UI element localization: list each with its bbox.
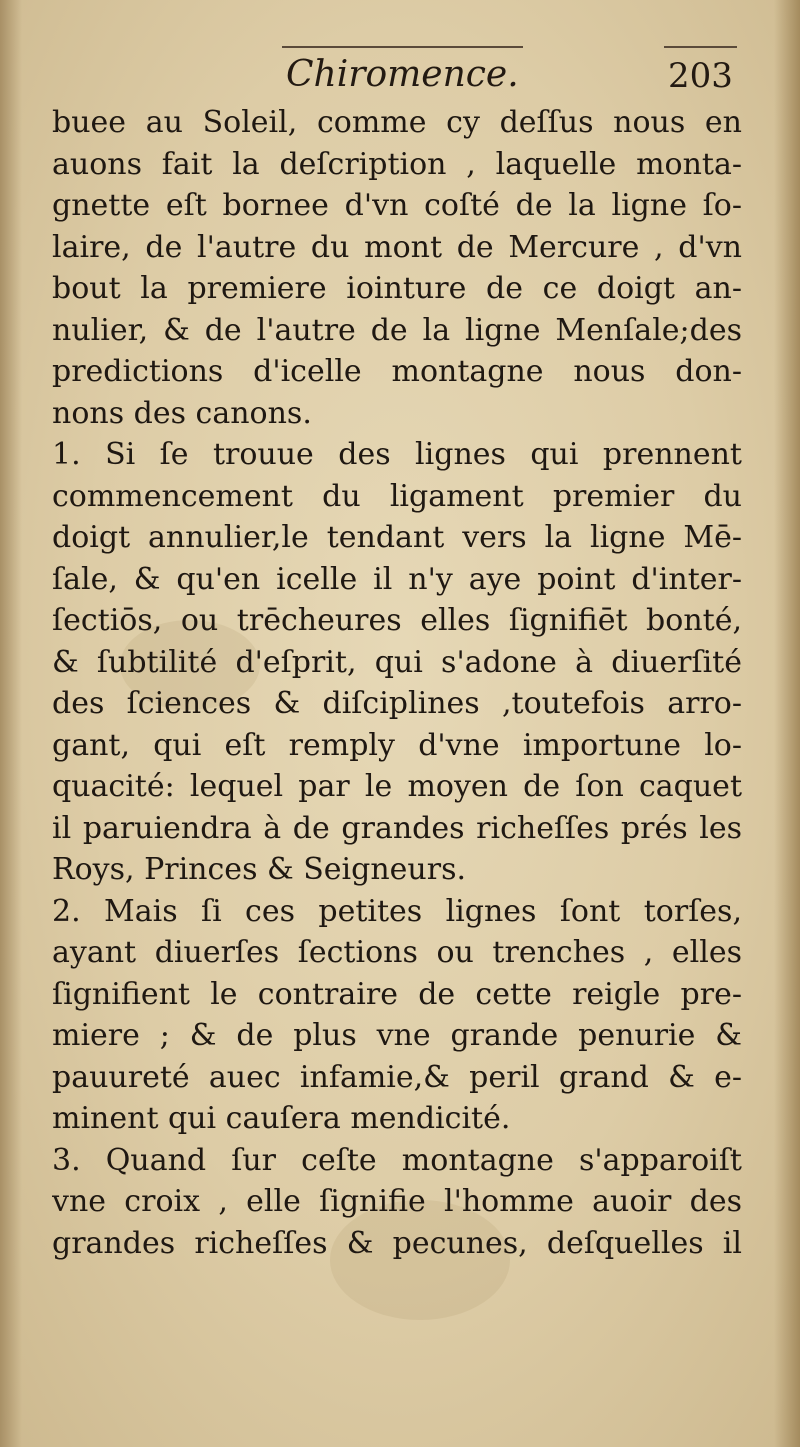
text-line: gnette eſt bornee d'vn coſté de la ligne ſo- <box>52 188 742 223</box>
page-right-edge-shadow <box>774 0 800 1447</box>
page-left-edge-shadow <box>0 0 22 1447</box>
text-line: ſale, & qu'en icelle il n'y aye point d'inter- <box>52 561 742 597</box>
text-line: ſignifient le contraire de cette reigle pre- <box>52 976 742 1012</box>
text-line: 2. Mais ſi ces petites lignes ſont torſes, <box>52 893 742 929</box>
text-line: minent qui cauſera mendicité. <box>52 1101 511 1136</box>
page-header <box>0 44 800 104</box>
text-line: vne croix , elle ſignifie l'homme auoir des <box>52 1184 742 1219</box>
page-number: 203 <box>664 46 737 96</box>
text-line: bout la premiere iointure de ce doigt an- <box>52 271 742 306</box>
text-line: commencement du ligament premier du <box>52 478 742 514</box>
text-line: auons fait la deſcription , laquelle monta- <box>52 146 742 182</box>
text-line: pauureté auec infamie,& peril grand & e- <box>52 1059 742 1095</box>
running-head: Chiromence. <box>282 46 523 95</box>
text-line: laire, de l'autre du mont de Mercure , d'vn <box>52 229 742 265</box>
text-line: des ſciences & diſciplines ,toutefois arro- <box>52 686 742 721</box>
text-line: miere ; & de plus vne grande penurie & <box>52 1018 742 1053</box>
text-line: Roys, Princes & Seigneurs. <box>52 852 467 887</box>
text-line: predictions d'icelle montagne nous don- <box>52 354 742 389</box>
text-line: grandes richeſſes & pecunes, deſquelles il <box>52 1225 742 1261</box>
text-line: doigt annulier,le tendant vers la ligne Mē- <box>52 520 742 555</box>
text-line: 3. Quand ſur ceſte montagne s'apparoiſt <box>52 1142 742 1178</box>
text-line: il paruiendra à de grandes richeſſes prés les <box>52 810 742 846</box>
text-line: quacité: lequel par le moyen de ſon caquet <box>52 769 742 804</box>
text-line: nulier, & de l'autre de la ligne Menſale;des <box>52 312 742 348</box>
text-line: buee au Soleil, comme cy deſſus nous en <box>52 105 742 140</box>
text-line: nons des canons. <box>52 395 312 431</box>
text-line: & ſubtilité d'eſprit, qui s'adone à diuerſité <box>52 644 742 680</box>
text-line: ayant diuerſes ſections ou trenches , elles <box>52 935 742 970</box>
text-line: 1. Si ſe trouue des lignes qui prennent <box>52 437 742 472</box>
text-line: gant, qui eſt remply d'vne importune lo- <box>52 727 742 763</box>
body-text <box>52 102 742 1264</box>
text-line: ſectiōs, ou trēcheures elles ſignifiēt bonté, <box>52 603 742 638</box>
